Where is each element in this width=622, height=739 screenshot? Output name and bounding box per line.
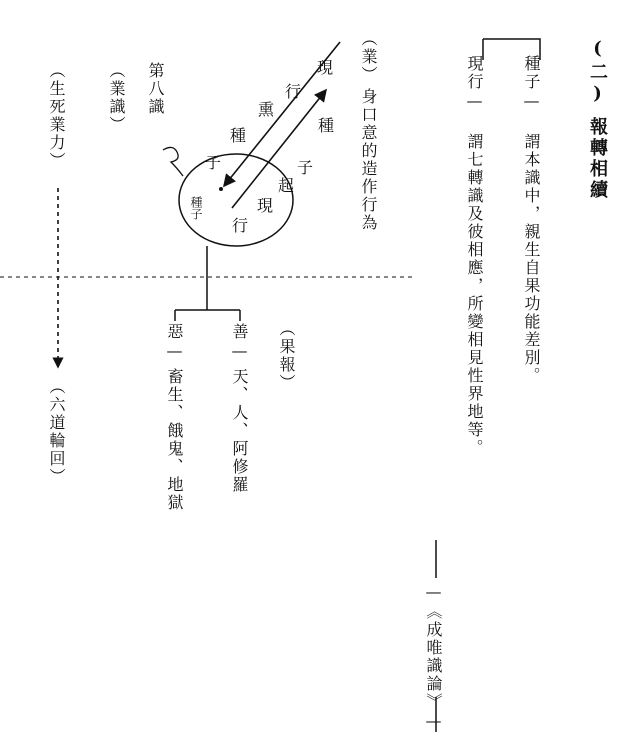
arrow-in-char: 熏 xyxy=(258,100,277,119)
evil-branch xyxy=(166,323,182,512)
evil-dash: — xyxy=(165,341,184,362)
good-dash: — xyxy=(230,341,249,362)
life-force-label: （生死業力） xyxy=(47,62,66,170)
squiggle-connector xyxy=(163,147,183,176)
section-title: 報轉相續 xyxy=(587,117,608,201)
section-header xyxy=(588,38,606,201)
arrow-in-char: 行 xyxy=(285,82,304,101)
eighth-consciousness-title: 第八識 xyxy=(146,62,165,116)
citation-source: —《成唯識論》— xyxy=(424,582,443,732)
section-number: (二) xyxy=(587,38,608,107)
karma-description: 身口意的造作行為 xyxy=(359,88,378,232)
karma-label: （業） xyxy=(359,30,378,84)
current-definition-text: 謂七轉識及彼相應，所變相見性界地等。 xyxy=(465,133,484,457)
arrow-out-char: 現 xyxy=(257,196,276,215)
circle-zi-label: 子 xyxy=(205,153,224,172)
arrow-in-char: 現 xyxy=(317,58,336,77)
seed-dot xyxy=(219,187,223,191)
arrow-out-char: 子 xyxy=(297,158,316,177)
seed-definition-term: 種子— xyxy=(522,55,541,112)
arrow-out-char: 行 xyxy=(232,216,251,235)
good-head: 善 xyxy=(230,323,249,341)
result-label: （果報） xyxy=(277,320,296,392)
current-definition-term: 現行— xyxy=(465,55,484,112)
six-realms-label: （六道輪回） xyxy=(47,378,66,486)
evil-list: 畜生、餓鬼、地獄 xyxy=(165,368,184,512)
arrow-out-char: 種 xyxy=(318,116,337,135)
seed-definition-text: 謂本識中，親生自果功能差別。 xyxy=(522,133,541,385)
circle-seed-label: 種子 xyxy=(189,196,203,220)
good-list: 天、人、阿修羅 xyxy=(230,368,249,494)
evil-head: 惡 xyxy=(165,323,184,341)
arrow-in-char: 種 xyxy=(230,126,249,145)
arrow-out-char: 起 xyxy=(278,176,297,195)
good-branch xyxy=(231,323,247,494)
eighth-consciousness-sub: （業識） xyxy=(107,62,126,134)
